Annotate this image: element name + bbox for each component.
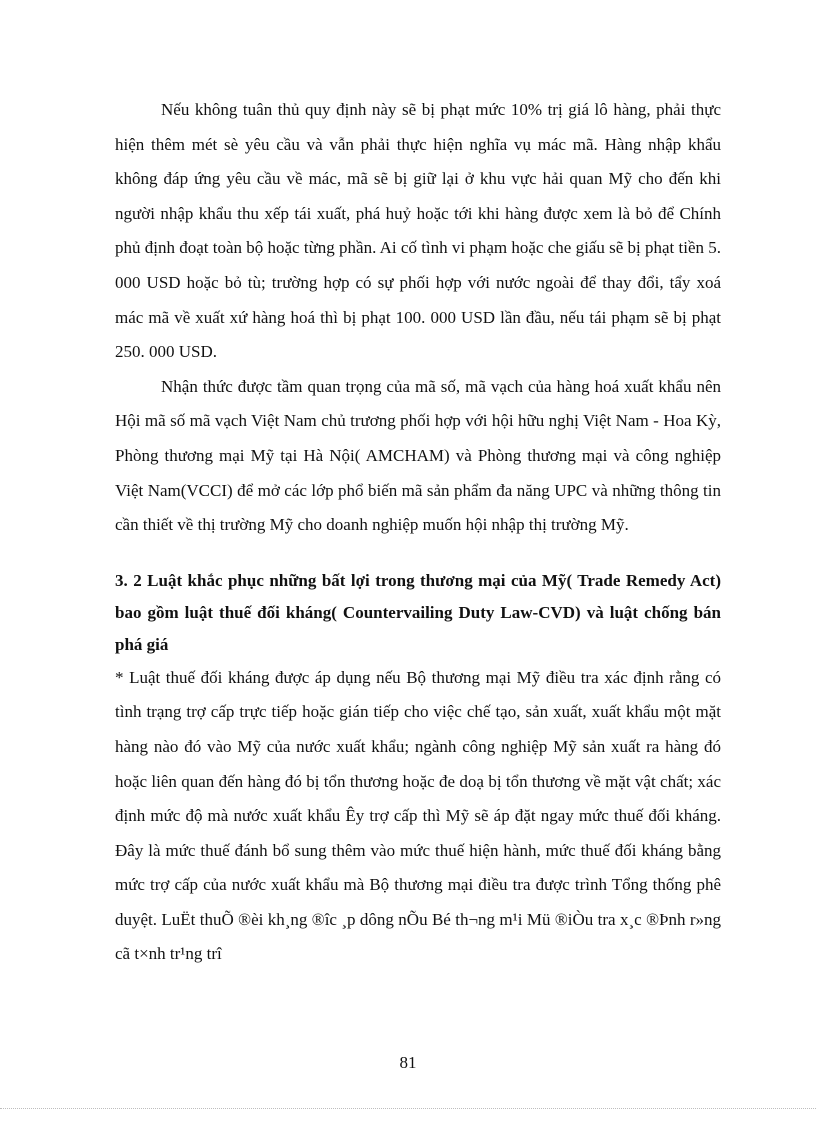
- section-paragraph: * Luật thuế đối kháng được áp dụng nếu Bộ thương mại Mỹ điều tra xác định rằng có tình trạng trợ cấp trực tiếp hoặc gián tiếp cho việc chế tạo, sản xuất, xuất khẩu một mặt hàng nào đó vào Mỹ của nước xuất khẩu; ngành công nghiệp Mỹ sản xuất ra hàng đó hoặc liên quan đến hàng đó bị tổn thương hoặc đe doạ bị tổn thương về mặt vật chất; xác định mức độ mà nước xuất khẩu Êy trợ cấp thì Mỹ sẽ áp đặt ngay mức thuế đối kháng. Đây là mức thuế đánh bổ sung thêm vào mức thuế hiện hành, mức thuế đối kháng bằng mức trợ cấp của nước xuất khẩu mà Bộ thương mại điều tra được trình Tổng thống phê duyệt. LuËt thuÕ ®èi kh¸ng ®îc ¸p dông nÕu Bé th¬ng m¹i Mü ®iÒu tra x¸c ®Þnh r»ng cã t×nh tr¹ng trî: [115, 667, 721, 964]
- page-bottom-divider: [0, 1108, 816, 1109]
- section-heading: 3. 2 Luật khắc phục những bất lợi trong thương mại của Mỹ( Trade Remedy Act) bao gồm luật thuế đối kháng( Countervailing Duty Law-CVD) và luật chống bán phá giá: [115, 570, 721, 654]
- page-content: [115, 93, 721, 972]
- body-paragraph-1: Nếu không tuân thủ quy định này sẽ bị phạt mức 10% trị giá lô hàng, phải thực hiện thêm mét sè yêu cầu và vẫn phải thực hiện nghĩa vụ mác mã. Hàng nhập khẩu không đáp ứng yêu cầu về mác, mã sẽ bị giữ lại ở khu vực hải quan Mỹ cho đến khi người nhập khẩu thu xếp tái xuất, phá huỷ hoặc tới khi hàng được xem là bỏ để Chính phủ định đoạt toàn bộ hoặc từng phần. Ai cố tình vi phạm hoặc che giấu sẽ bị phạt tiền 5. 000 USD hoặc bỏ tù; trường hợp có sự phối hợp với nước ngoài để thay đổi, tẩy xoá mác mã về xuất xứ hàng hoá thì bị phạt 100. 000 USD lần đầu, nếu tái phạm sẽ bị phạt 250. 000 USD.: [115, 100, 721, 362]
- page-number: 81: [399, 1053, 417, 1072]
- body-paragraph-2: Nhận thức được tầm quan trọng của mã số, mã vạch của hàng hoá xuất khẩu nên Hội mã số mã vạch Việt Nam chủ trương phối hợp với hội hữu nghị Việt Nam - Hoa Kỳ, Phòng thương mại Mỹ tại Hà Nội( AMCHAM) và Phòng thương mại và công nghiệp Việt Nam(VCCI) để mở các lớp phổ biến mã sản phẩm đa năng UPC và những thông tin cần thiết về thị trường Mỹ cho doanh nghiệp muốn hội nhập thị trường Mỹ.: [115, 376, 721, 535]
